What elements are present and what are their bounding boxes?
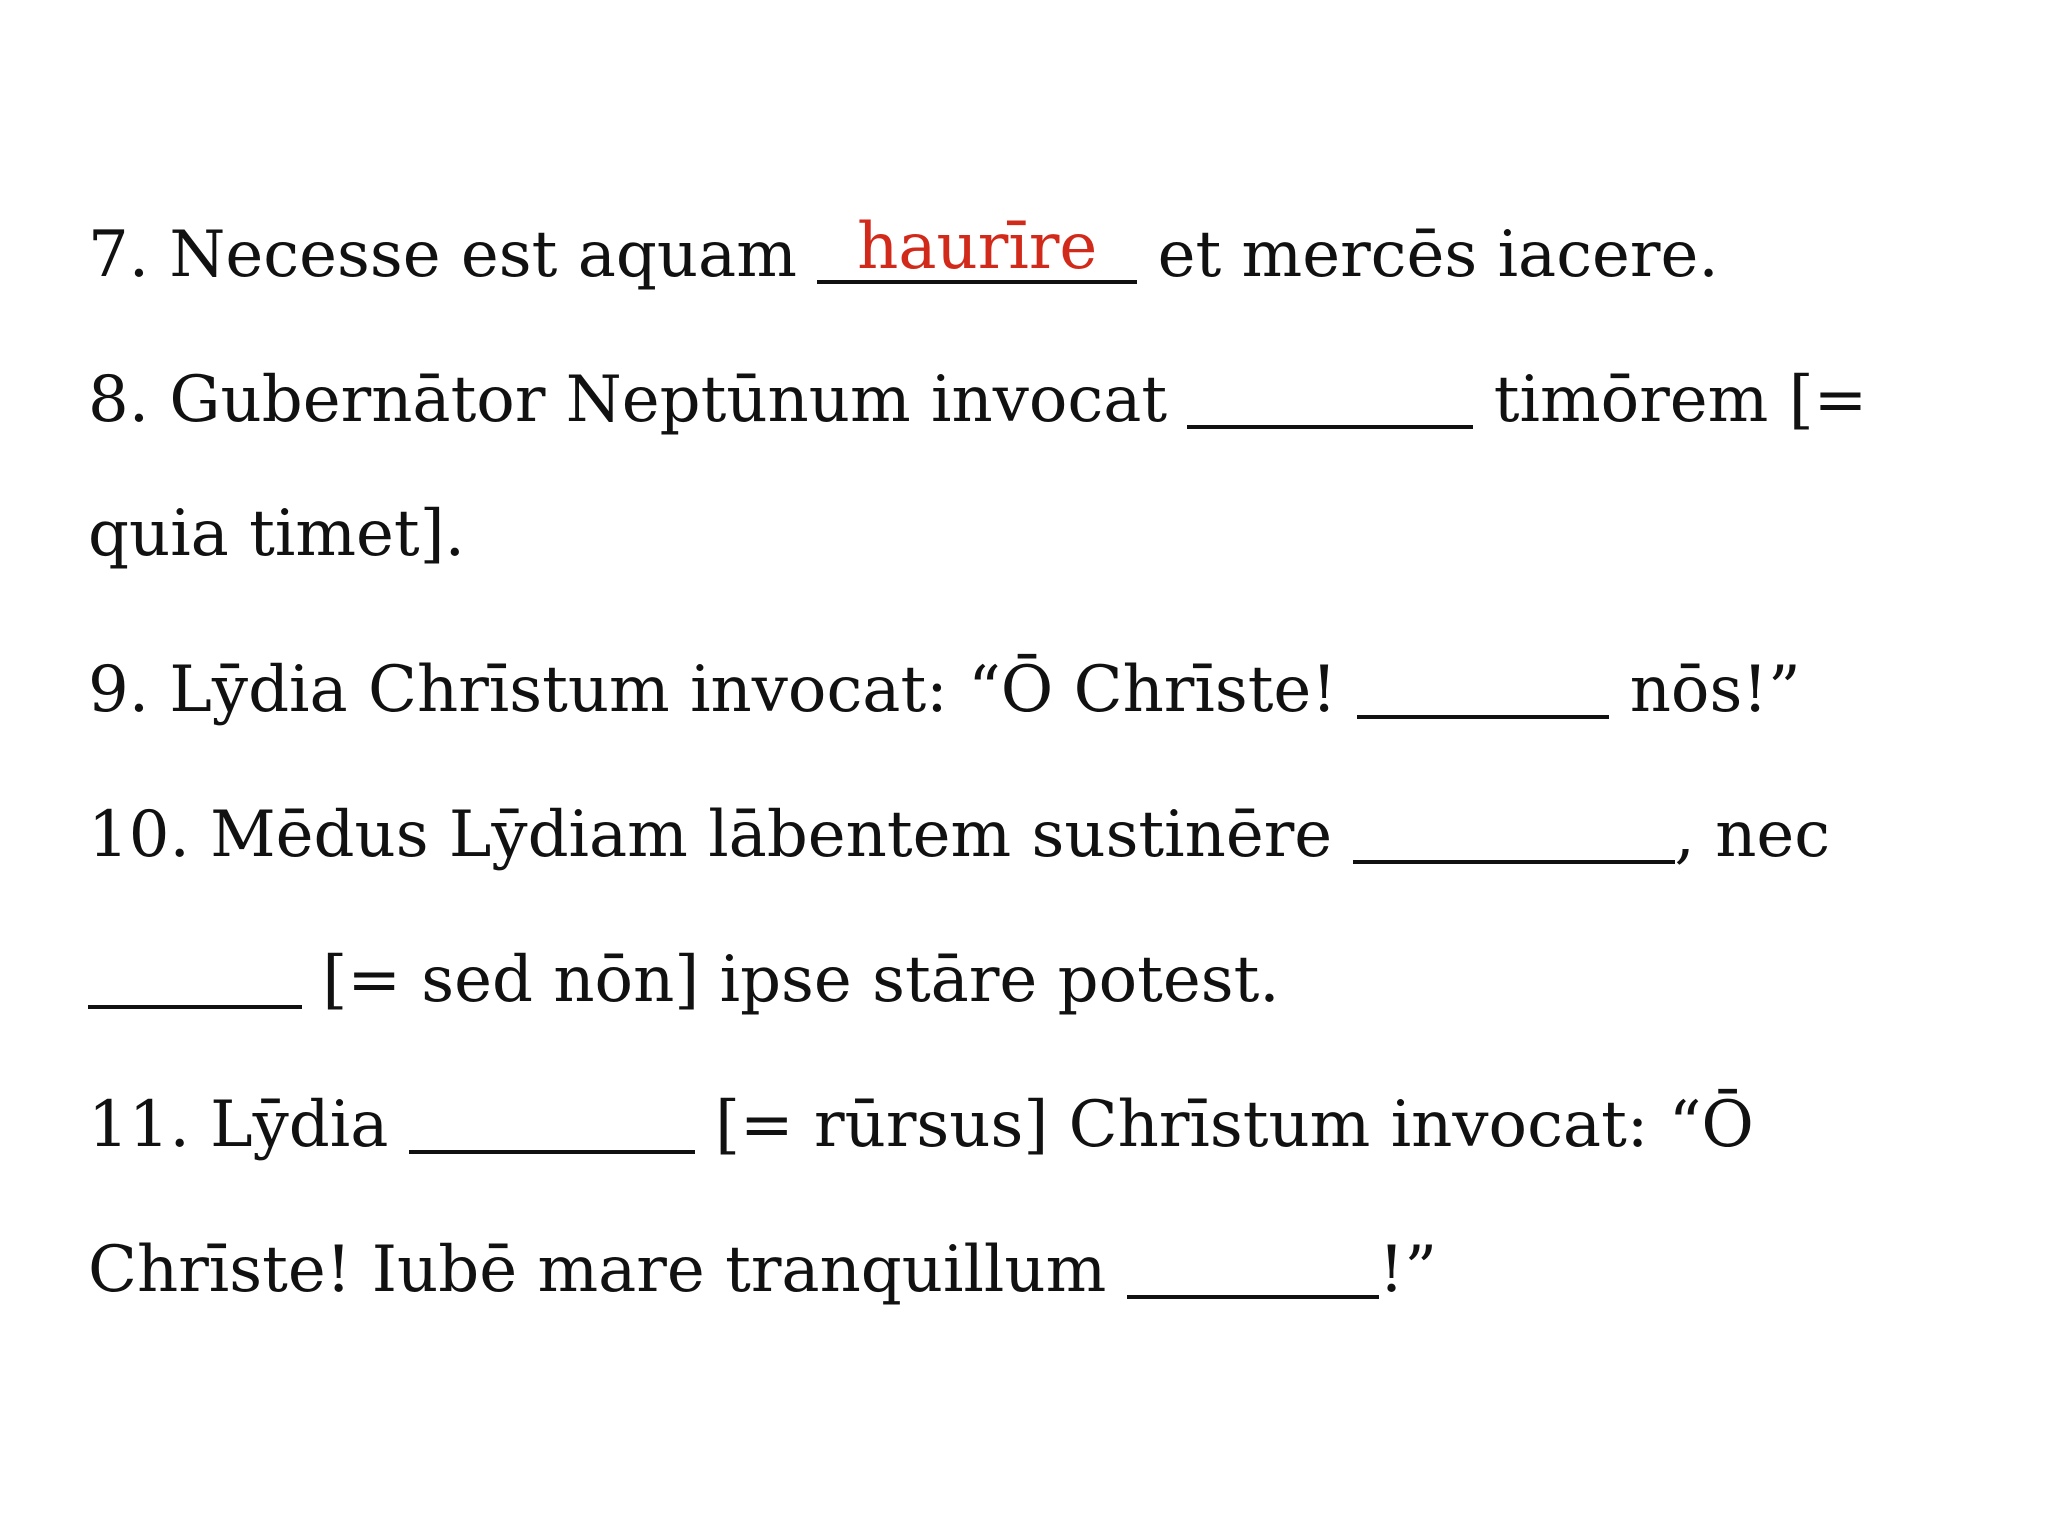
item-8-continuation-text: quia timet]. [88, 497, 465, 571]
item-11-blank-2[interactable] [1127, 1227, 1379, 1291]
item-7-text-after: et mercēs iacere. [1137, 218, 1719, 292]
item-9-text-before: 9. Lȳdia Chrīstum invocat: “Ō Chrīste! [88, 653, 1358, 727]
item-8-text-before: 8. Gubernātor Neptūnum invocat [88, 363, 1188, 437]
item-10-text-after: , nec [1674, 798, 1831, 872]
exercise-item-8-continuation [88, 497, 465, 571]
item-9-text-after: nōs!” [1609, 653, 1801, 727]
item-8-text-after: timōrem [= [1473, 363, 1868, 437]
item-10-blank-2[interactable] [88, 937, 302, 1001]
exercise-item-10-continuation [88, 937, 1280, 1017]
item-11-blank-1[interactable] [409, 1082, 695, 1146]
item-7-text-before: 7. Necesse est aquam [88, 218, 818, 292]
item-11-text-before: 11. Lȳdia [88, 1088, 409, 1162]
item-10-text-before: 10. Mēdus Lȳdiam lābentem sustinēre [88, 798, 1353, 872]
exercise-item-7 [88, 210, 1719, 292]
item-11-continuation-after: !” [1378, 1233, 1438, 1307]
exercise-item-11 [88, 1082, 1754, 1162]
exercise-item-10 [88, 792, 1831, 872]
item-11-text-after: [= rūrsus] Chrīstum invocat: “Ō [694, 1088, 1754, 1162]
item-7-blank[interactable] [817, 210, 1137, 285]
exercise-item-9 [88, 647, 1801, 727]
exercise-item-11-continuation [88, 1227, 1438, 1307]
item-8-blank[interactable] [1187, 357, 1473, 421]
item-10-continuation-text: [= sed nōn] ipse stāre potest. [302, 943, 1280, 1017]
item-11-continuation-before: Chrīste! Iubē mare tranquillum [88, 1233, 1127, 1307]
item-10-blank-1[interactable] [1353, 792, 1675, 856]
item-7-answer: haurīre [857, 210, 1098, 285]
item-9-blank[interactable] [1357, 647, 1609, 711]
exercise-item-8 [88, 357, 1868, 437]
